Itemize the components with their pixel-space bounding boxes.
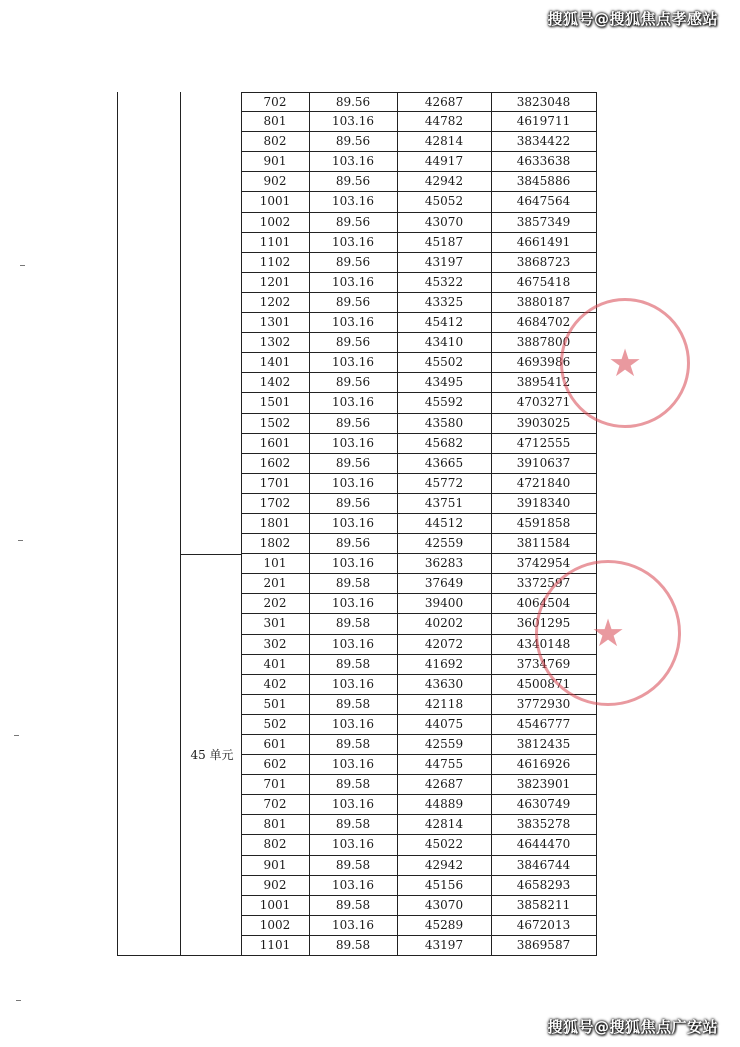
table-row	[241, 253, 596, 273]
area-cell: 103.16	[332, 837, 374, 852]
room-number-cell: 901	[263, 857, 287, 872]
area-cell: 103.16	[332, 556, 374, 571]
unit-price-cell: 45412	[424, 315, 464, 330]
total-price-cell: 3869587	[516, 937, 571, 952]
area-cell: 103.16	[332, 515, 374, 530]
area-cell: 89.58	[335, 656, 371, 671]
area-cell: 89.58	[335, 696, 371, 711]
room-number-cell: 201	[263, 576, 287, 591]
unit-price-cell: 40202	[424, 616, 464, 631]
area-cell: 89.56	[335, 174, 371, 189]
area-cell: 103.16	[332, 395, 374, 410]
room-number-cell: 1101	[259, 937, 291, 952]
area-cell: 103.16	[332, 274, 374, 289]
table-row	[241, 273, 596, 293]
room-number-cell: 602	[263, 757, 287, 772]
room-number-cell: 1601	[259, 435, 291, 450]
total-price-cell: 3895412	[516, 375, 571, 390]
table-row	[241, 755, 596, 775]
area-cell: 89.58	[335, 937, 371, 952]
margin-speck	[14, 735, 19, 736]
room-number-cell: 301	[263, 616, 287, 631]
unit-price-cell: 41692	[424, 656, 464, 671]
total-price-cell: 4630749	[516, 797, 571, 812]
price-table	[241, 92, 596, 956]
table-row	[241, 795, 596, 815]
area-cell: 103.16	[332, 234, 374, 249]
unit-price-cell: 43070	[424, 897, 464, 912]
table-row	[241, 353, 596, 373]
room-number-cell: 901	[263, 154, 287, 169]
unit-price-cell: 37649	[424, 576, 464, 591]
total-price-cell: 4633638	[516, 154, 571, 169]
unit-label: 45 单元	[190, 748, 234, 762]
area-cell: 89.56	[335, 455, 371, 470]
unit-price-cell: 45682	[424, 435, 464, 450]
table-row	[241, 715, 596, 735]
table-row	[241, 775, 596, 795]
area-cell: 103.16	[332, 475, 374, 490]
room-number-cell: 801	[263, 817, 287, 832]
area-cell: 89.56	[335, 375, 371, 390]
total-price-cell: 4647564	[516, 194, 571, 209]
table-row	[241, 393, 596, 413]
room-number-cell: 702	[263, 797, 287, 812]
area-cell: 103.16	[332, 917, 374, 932]
room-number-cell: 202	[263, 596, 287, 611]
area-cell: 89.56	[335, 134, 371, 149]
table-row	[241, 313, 596, 333]
table-right-border	[596, 92, 597, 956]
unit-price-cell: 45289	[424, 917, 464, 932]
area-cell: 103.16	[332, 676, 374, 691]
company-seal-1	[560, 298, 690, 428]
unit-price-cell: 44075	[424, 716, 464, 731]
area-cell: 89.58	[335, 737, 371, 751]
table-row	[241, 835, 596, 855]
total-price-cell: 4721840	[516, 475, 571, 490]
table-row	[241, 454, 596, 474]
room-number-cell: 1001	[259, 194, 291, 209]
total-price-cell: 3910637	[516, 455, 571, 470]
total-price-cell: 3858211	[516, 897, 571, 912]
total-price-cell: 3823901	[516, 777, 571, 792]
table-row	[241, 936, 596, 956]
table-row	[241, 152, 596, 172]
unit-price-cell: 45022	[424, 837, 464, 852]
unit-price-cell: 42687	[424, 95, 464, 109]
area-cell: 89.56	[335, 415, 371, 430]
unit-price-cell: 43197	[424, 254, 464, 269]
unit-price-cell: 45502	[424, 355, 464, 370]
area-cell: 103.16	[332, 757, 374, 772]
room-number-cell: 1502	[259, 415, 291, 430]
unit-price-cell: 39400	[424, 596, 464, 611]
room-number-cell: 101	[263, 556, 287, 571]
unit-price-cell: 42687	[424, 777, 464, 792]
margin-speck	[20, 265, 25, 266]
area-cell: 89.56	[335, 95, 371, 109]
area-cell: 89.58	[335, 897, 371, 912]
unit-price-cell: 45156	[424, 877, 464, 892]
table-row	[241, 856, 596, 876]
total-price-cell: 4546777	[516, 716, 571, 731]
area-cell: 89.56	[335, 495, 371, 510]
room-number-cell: 401	[263, 656, 287, 671]
table-row	[241, 172, 596, 192]
margin-speck	[16, 1000, 21, 1001]
unit-price-cell: 43197	[424, 937, 464, 952]
room-number-cell: 402	[263, 676, 287, 691]
total-price-cell: 4684702	[516, 315, 571, 330]
area-cell: 89.58	[335, 777, 371, 792]
table-row	[241, 414, 596, 434]
unit-price-cell: 43410	[424, 335, 464, 350]
room-number-cell: 801	[263, 114, 287, 129]
unit-separator-line	[180, 554, 242, 555]
unit-price-cell: 42559	[424, 536, 464, 551]
unit-price-cell: 44512	[424, 515, 464, 530]
table-row	[241, 554, 596, 574]
unit-price-cell: 44782	[424, 114, 464, 129]
area-cell: 103.16	[332, 797, 374, 812]
unit-price-cell: 43070	[424, 214, 464, 229]
unit-column-divider	[180, 92, 181, 956]
table-row	[241, 92, 596, 112]
room-number-cell: 1602	[259, 455, 291, 470]
unit-price-cell: 43325	[424, 294, 464, 309]
total-price-cell: 4661491	[516, 234, 571, 249]
room-number-cell: 1802	[259, 536, 291, 551]
area-cell: 103.16	[332, 435, 374, 450]
total-price-cell: 3601295	[516, 616, 571, 631]
total-price-cell: 3845886	[516, 174, 571, 189]
watermark-top: 搜狐号@搜狐焦点孝感站	[547, 10, 718, 28]
unit-price-cell: 43665	[424, 455, 464, 470]
total-price-cell: 3734769	[516, 656, 571, 671]
unit-price-cell: 44755	[424, 757, 464, 772]
room-number-cell: 1402	[259, 375, 291, 390]
unit-price-cell: 42072	[424, 636, 464, 651]
room-number-cell: 1401	[259, 355, 291, 370]
area-cell: 89.58	[335, 817, 371, 832]
margin-speck	[18, 540, 23, 541]
unit-price-cell: 44917	[424, 154, 464, 169]
total-price-cell: 3835278	[516, 817, 571, 832]
total-price-cell: 4591858	[516, 515, 571, 530]
unit-price-cell: 44889	[424, 797, 464, 812]
unit-price-cell: 42118	[424, 696, 464, 711]
unit-price-cell: 45592	[424, 395, 464, 410]
unit-price-cell: 43751	[424, 495, 464, 510]
area-cell: 103.16	[332, 154, 374, 169]
unit-price-cell: 45772	[424, 475, 464, 490]
area-cell: 103.16	[332, 716, 374, 731]
company-seal-2	[535, 560, 681, 706]
room-number-cell: 1101	[259, 234, 291, 249]
table-row	[241, 916, 596, 936]
area-cell: 103.16	[332, 636, 374, 651]
table-row	[241, 293, 596, 313]
unit-price-cell: 45322	[424, 274, 464, 289]
total-price-cell: 4675418	[516, 274, 571, 289]
room-number-cell: 1301	[259, 315, 291, 330]
area-cell: 103.16	[332, 194, 374, 209]
total-price-cell: 3903025	[516, 415, 571, 430]
total-price-cell: 3372597	[516, 576, 571, 591]
total-price-cell: 4693986	[516, 355, 571, 370]
total-price-cell: 4064504	[516, 596, 571, 611]
room-number-cell: 902	[263, 174, 287, 189]
room-number-cell: 1001	[259, 897, 291, 912]
table-row	[241, 434, 596, 454]
area-cell: 89.56	[335, 294, 371, 309]
room-number-cell: 502	[263, 716, 287, 731]
total-price-cell: 3880187	[516, 294, 571, 309]
area-cell: 103.16	[332, 355, 374, 370]
table-row	[241, 695, 596, 715]
total-price-cell: 3811584	[516, 536, 571, 551]
watermark-bottom: 搜狐号@搜狐焦点广安站	[547, 1018, 718, 1036]
table-row	[241, 192, 596, 212]
room-number-cell: 1002	[259, 214, 291, 229]
table-left-border	[117, 92, 118, 956]
area-cell: 103.16	[332, 114, 374, 129]
table-row	[241, 333, 596, 353]
room-number-cell: 1002	[259, 917, 291, 932]
table-row	[241, 474, 596, 494]
room-number-cell: 1102	[259, 254, 291, 269]
table-row	[241, 213, 596, 233]
room-number-cell: 1202	[259, 294, 291, 309]
table-row	[241, 896, 596, 916]
room-number-cell: 702	[263, 95, 287, 109]
area-cell: 89.56	[335, 335, 371, 350]
unit-price-cell: 42814	[424, 134, 464, 149]
unit-price-cell: 42814	[424, 817, 464, 832]
unit-price-cell: 43580	[424, 415, 464, 430]
area-cell: 103.16	[332, 596, 374, 611]
table-row	[241, 112, 596, 132]
total-price-cell: 3742954	[516, 556, 571, 571]
table-row	[241, 735, 596, 755]
star-icon: ★	[590, 611, 626, 655]
table-row	[241, 675, 596, 695]
room-number-cell: 302	[263, 636, 287, 651]
table-row	[241, 233, 596, 253]
total-price-cell: 3846744	[516, 857, 571, 872]
table-row	[241, 494, 596, 514]
room-number-cell: 1302	[259, 335, 291, 350]
room-number-cell: 1801	[259, 515, 291, 530]
room-number-cell: 1702	[259, 495, 291, 510]
total-price-cell: 4672013	[516, 917, 571, 932]
area-cell: 89.58	[335, 857, 371, 872]
table-row	[241, 876, 596, 896]
area-cell: 89.56	[335, 536, 371, 551]
total-price-cell: 4619711	[516, 114, 571, 129]
table-row	[241, 373, 596, 393]
table-row	[241, 534, 596, 554]
total-price-cell: 3868723	[516, 254, 571, 269]
room-number-cell: 1701	[259, 475, 291, 490]
unit-price-cell: 42942	[424, 857, 464, 872]
room-number-cell: 701	[263, 777, 287, 792]
unit-price-cell: 42942	[424, 174, 464, 189]
room-number-cell: 802	[263, 837, 287, 852]
unit-price-cell: 43630	[424, 676, 464, 691]
unit-price-cell: 45052	[424, 194, 464, 209]
room-number-cell: 902	[263, 877, 287, 892]
total-price-cell: 4500871	[516, 676, 571, 691]
room-number-cell: 1501	[259, 395, 291, 410]
room-number-cell: 802	[263, 134, 287, 149]
total-price-cell: 4340148	[516, 636, 571, 651]
total-price-cell: 3772930	[516, 696, 571, 711]
total-price-cell: 4658293	[516, 877, 571, 892]
total-price-cell: 3918340	[516, 495, 571, 510]
total-price-cell: 4616926	[516, 757, 571, 772]
total-price-cell: 3887800	[516, 335, 571, 350]
total-price-cell: 3812435	[516, 737, 571, 751]
area-cell: 89.58	[335, 616, 371, 631]
total-price-cell: 4703271	[516, 395, 571, 410]
total-price-cell: 3857349	[516, 214, 571, 229]
table-row	[241, 132, 596, 152]
room-number-cell: 501	[263, 696, 287, 711]
table-row	[241, 514, 596, 534]
area-cell: 89.56	[335, 254, 371, 269]
table-row	[241, 574, 596, 594]
table-row	[241, 815, 596, 835]
area-cell: 103.16	[332, 315, 374, 330]
unit-price-cell: 43495	[424, 375, 464, 390]
area-cell: 103.16	[332, 877, 374, 892]
room-number-cell: 601	[263, 737, 287, 751]
area-cell: 89.58	[335, 576, 371, 591]
area-cell: 89.56	[335, 214, 371, 229]
total-price-cell: 3834422	[516, 134, 571, 149]
unit-price-cell: 45187	[424, 234, 464, 249]
total-price-cell: 4712555	[516, 435, 571, 450]
unit-price-cell: 36283	[424, 556, 464, 571]
total-price-cell: 3823048	[516, 95, 571, 109]
unit-price-cell: 42559	[424, 737, 464, 751]
total-price-cell: 4644470	[516, 837, 571, 852]
room-number-cell: 1201	[259, 274, 291, 289]
star-icon: ★	[607, 341, 643, 385]
